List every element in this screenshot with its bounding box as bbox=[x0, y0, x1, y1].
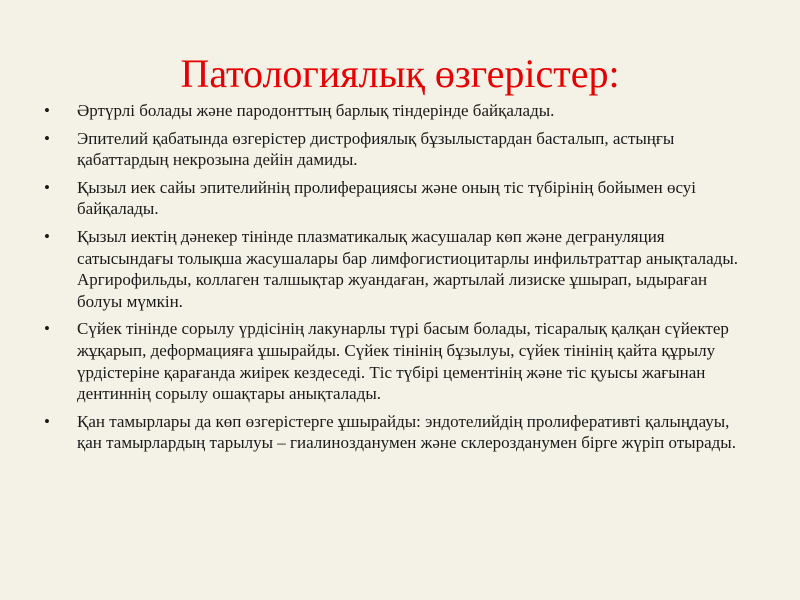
bullet-icon: • bbox=[44, 177, 50, 197]
bullet-icon: • bbox=[44, 411, 50, 431]
bullet-icon: • bbox=[44, 226, 50, 246]
bullet-item bbox=[30, 128, 750, 171]
bullet-text: Қызыл иек сайы эпителийнің пролиферациясы және оның тіс түбірінің бойымен өсуі байқалады. bbox=[77, 177, 697, 219]
bullet-item bbox=[30, 411, 750, 454]
bullet-item bbox=[30, 226, 750, 312]
bullet-icon: • bbox=[44, 319, 50, 339]
bullet-text: Әртүрлі болады және пародонттың барлық тіндерінде байқалады. bbox=[77, 101, 555, 120]
bullet-list bbox=[30, 100, 750, 460]
bullet-text: Эпителий қабатында өзгерістер дистрофиялық бұзылыстардан басталып, астыңғы қабаттардың некрозына дейін дамиды. bbox=[77, 128, 675, 170]
bullet-text: Сүйек тінінде сорылу үрдісінің лакунарлы түрі басым болады, тісаралық қалқан сүйектер жұқарып, деформацияға ұшырайды. Сүйек тінінің бұзылуы, сүйек тінінің қайта құрылу үрдістеріне қарағанда жиірек кездеседі. Тіс түбірі цементінің және тіс қуысы жағынан дентиннің сорылу ошақтары анықталады. bbox=[77, 319, 729, 404]
bullet-text: Қызыл иектің дәнекер тінінде плазматикалық жасушалар көп және дегрануляция сатысындағы толықша жасушалары бар лимфогистиоцитарлы инфильтраттар анықталады. Аргирофильды, коллаген талшықтар жуандаған, жартылай лизиске ұшырап, ыдыраған болуы мүмкін. bbox=[77, 226, 738, 311]
bullet-item bbox=[30, 177, 750, 220]
bullet-icon: • bbox=[44, 128, 50, 148]
bullet-item bbox=[30, 318, 750, 404]
bullet-item bbox=[30, 100, 750, 122]
slide-title: Патологиялық өзгерістер: bbox=[180, 51, 620, 96]
bullet-text: Қан тамырлары да көп өзгерістерге ұшырайды: эндотелийдің пролиферативті қалыңдауы, қан тамырлардың тарылуы – гиалинозданумен және склерозданумен бірге жүріп отырады. bbox=[77, 411, 736, 453]
bullet-icon: • bbox=[44, 101, 50, 120]
